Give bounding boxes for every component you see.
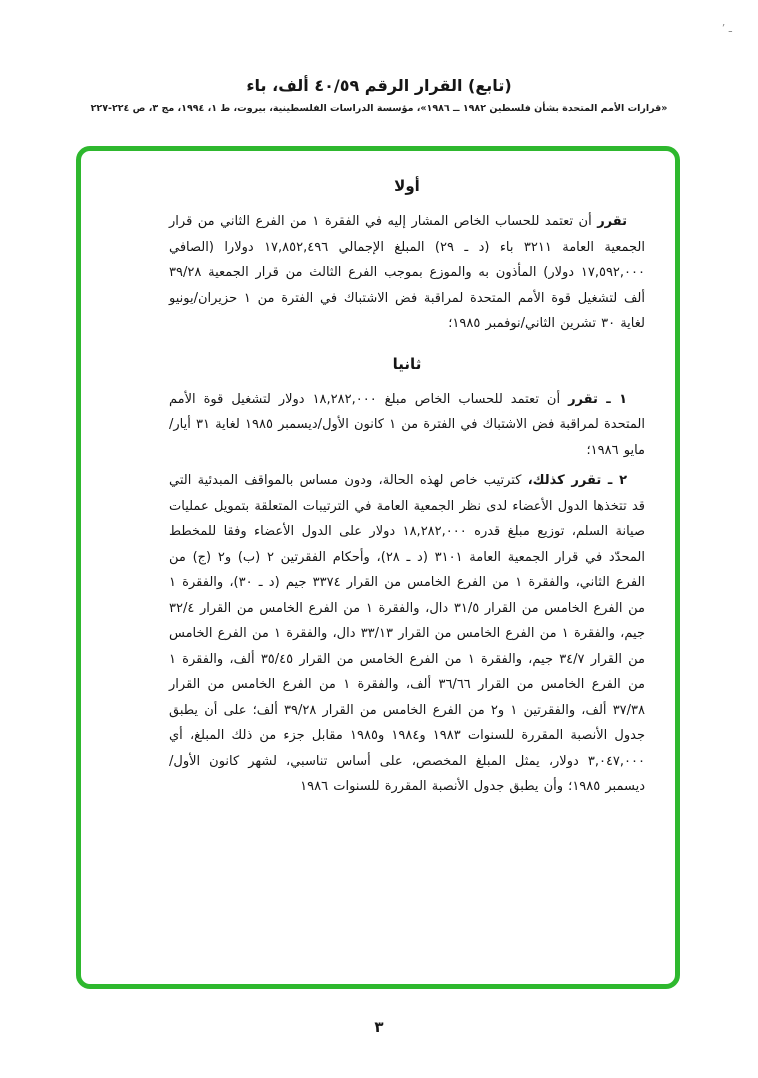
section-heading-first: أولا	[394, 177, 420, 195]
paragraph-text: أن تعتمد للحساب الخاص مبلغ ١٨,٢٨٢,٠٠٠ دولار لتشغيل قوة الأمم المتحدة لمراقبة فض الاشتباك في الفترة من ١ كانون الأول/ديسمبر ١٩٨٥ لغاية ٣١ أيار/مايو ١٩٨٦؛	[169, 391, 645, 458]
page-number: ٣	[374, 1018, 384, 1036]
source-citation: «قرارات الأمم المتحدة بشأن فلسطين ١٩٨٢ ــ ١٩٨٦»، مؤسسة الدراسات الفلسطينية، بيروت، ط ١، ١٩٩٤، مج ٣، ص ٢٢٤-٢٢٧	[90, 103, 668, 114]
paragraph-lead: تقرر	[597, 214, 627, 229]
section-heading-second: ثانيا	[392, 354, 422, 373]
corner-mark: ـ ٬	[721, 22, 732, 35]
section-second	[169, 355, 645, 800]
paragraph	[169, 387, 645, 464]
page-title: (تابع) القرار الرقم ٤٠/٥٩ ألف، باء	[246, 76, 512, 95]
paragraph-text: أن تعتمد للحساب الخاص المشار إليه في الفقرة ١ من الفرع الثاني من قرار الجمعية العامة ٣٢١١ باء (د ـ ٢٩) المبلغ الإجمالي ١٧,٨٥٢,٤٩٦ دولارا (الصافي ١٧,٥٩٢,٠٠٠ دولار) المأذون به والموزع بموجب الفرع الثالث من قرار الجمعية ٣٩/٢٨ ألف لتشغيل قوة الأمم المتحدة لمراقبة فض الاشتباك في الفترة من ١ حزيران/يونيو لغاية ٣٠ تشرين الثاني/نوفمبر ١٩٨٥؛	[169, 214, 646, 331]
paragraph-lead: ١ ـ تقرر	[568, 391, 627, 407]
paragraph	[169, 209, 645, 337]
section-first	[169, 177, 645, 337]
highlight-frame	[76, 146, 680, 989]
paragraph-lead: ٢ ـ تقرر كذلك،	[527, 473, 627, 488]
document-header	[0, 76, 758, 114]
paragraph-text: كترتيب خاص لهذه الحالة، ودون مساس بالمواقف المبدئية التي قد تتخذها الدول الأعضاء لدى نظر الجمعية العامة في الترتيبات المتعلقة بتمويل عمليات صيانة السلم، توزيع مبلغ قدره ١٨,٢٨٢,٠٠٠ دولار على الدول الأعضاء وفقا للمخطط المحدّد في قرار الجمعية العامة ٣١٠١ (د ـ ٢٨)، وأحكام الفقرتين ٢ (ب) و٢ (ج) من الفرع الثاني، والفقرة ١ من الفرع الخامس من القرار ٣٣٧٤ جيم (د ـ ٣٠)، والفقرة ١ من الفرع الخامس من القرار ٣١/٥ دال، والفقرة ١ من الفرع الخامس من القرار ٣٢/٤ جيم، والفقرة ١ من الفرع الخامس من القرار ٣٣/١٣ دال، والفقرة ١ من الفرع الخامس من القرار ٣٤/٧ جيم، والفقرة ١ من الفرع الخامس من القرار ٣٥/٤٥ ألف، والفقرة ١ من الفرع الخامس من القرار ٣٦/٦٦ ألف، والفقرة ١ من الفرع الخامس من القرار ٣٧/٣٨ ألف، والفقرتين ١ و٢ من الفرع الخامس من القرار ٣٩/٢٨ ألف؛ على أن يطبق جدول الأنصبة المقررة للسنوات ١٩٨٣ و١٩٨٤ و١٩٨٥ مقابل جزء من ذلك المبلغ، أي ٣,٠٤٧,٠٠٠ دولار، يمثل المبلغ المخصص، على أساس تناسبي، لشهر كانون الأول/ديسمبر ١٩٨٥؛ وأن يطبق جدول الأنصبة المقررة للسنوات ١٩٨٦	[169, 473, 646, 794]
paragraph	[169, 468, 645, 800]
